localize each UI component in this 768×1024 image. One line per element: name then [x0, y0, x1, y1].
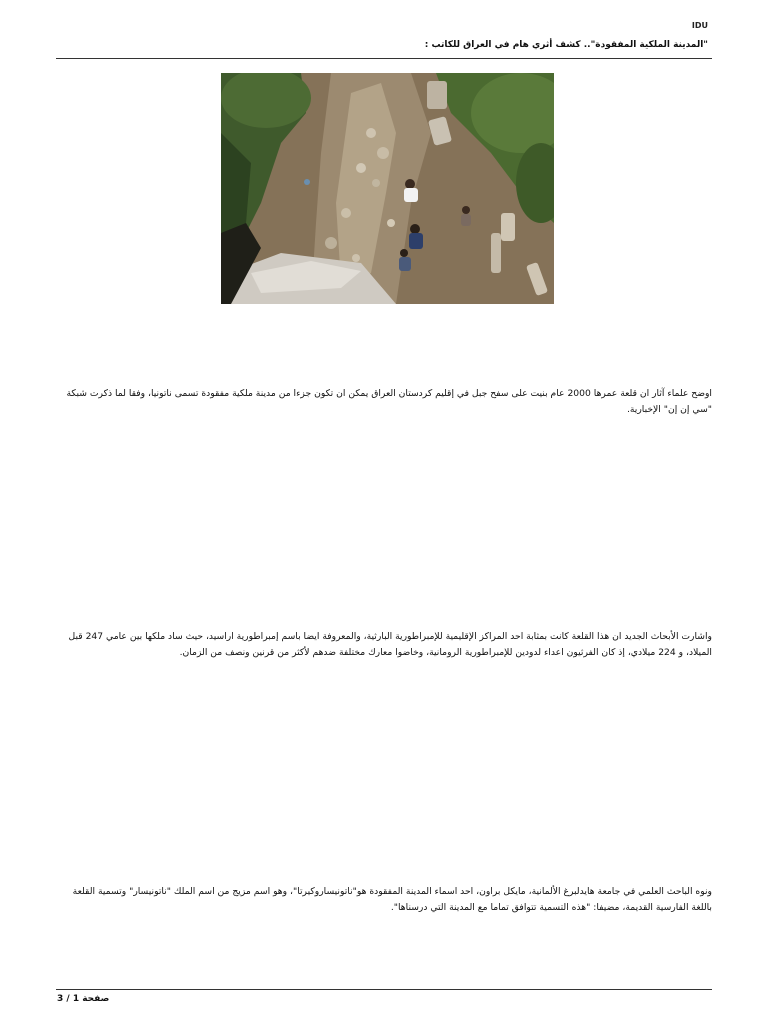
paragraph-3: ونوه الباحث العلمي في جامعة هايدلبرغ الألمانية، مايكل براون، احد اسماء المدينة المفقودة هو"ناتونيساروكيرتا"، وهو اسم مزيج من اسم الملك "ناتونيسار" وتسمية القلعة باللغة الفارسية القديمة، مضيفا: "هذه التسمية تتوافق تماما مع المدينة التي درسناها". [72, 886, 712, 913]
archaeological-site-photo [221, 73, 554, 304]
footer-divider [56, 989, 712, 990]
page-number: صفحة 1 / 3 [57, 994, 110, 1004]
site-brand: IDU [691, 21, 708, 30]
article-title: "المدينة الملكية المفقودة".. كشف أثري هام في العراق للكاتب : [424, 40, 708, 50]
paragraph-2: واشارت الأبحاث الجديد ان هذا القلعة كانت بمثابة احد المراكز الإقليمية للإمبراطورية البارثية، والمعروفة ايضا باسم إمبراطورية اراسيد، حيث ساد ملكها بين عامي 247 قبل الميلاد، و 224 ميلادي، إذ كان الفرثيون اعداء لدودين للإمبراطورية الرومانية، وخاضوا معارك مختلفة ضدهم لأكثر من قرنين ونصف من الزمان. [68, 631, 712, 658]
header-divider [56, 58, 712, 59]
paragraph-1: اوضح علماء آثار ان قلعة عمرها 2000 عام بنيت على سفح جبل في إقليم كردستان العراق يمكن ان تكون جزءا من مدينة ملكية مفقودة تسمى ناتونيا، وفقا لما ذكرت شبكة "سي إن إن" الإخبارية. [66, 388, 712, 415]
